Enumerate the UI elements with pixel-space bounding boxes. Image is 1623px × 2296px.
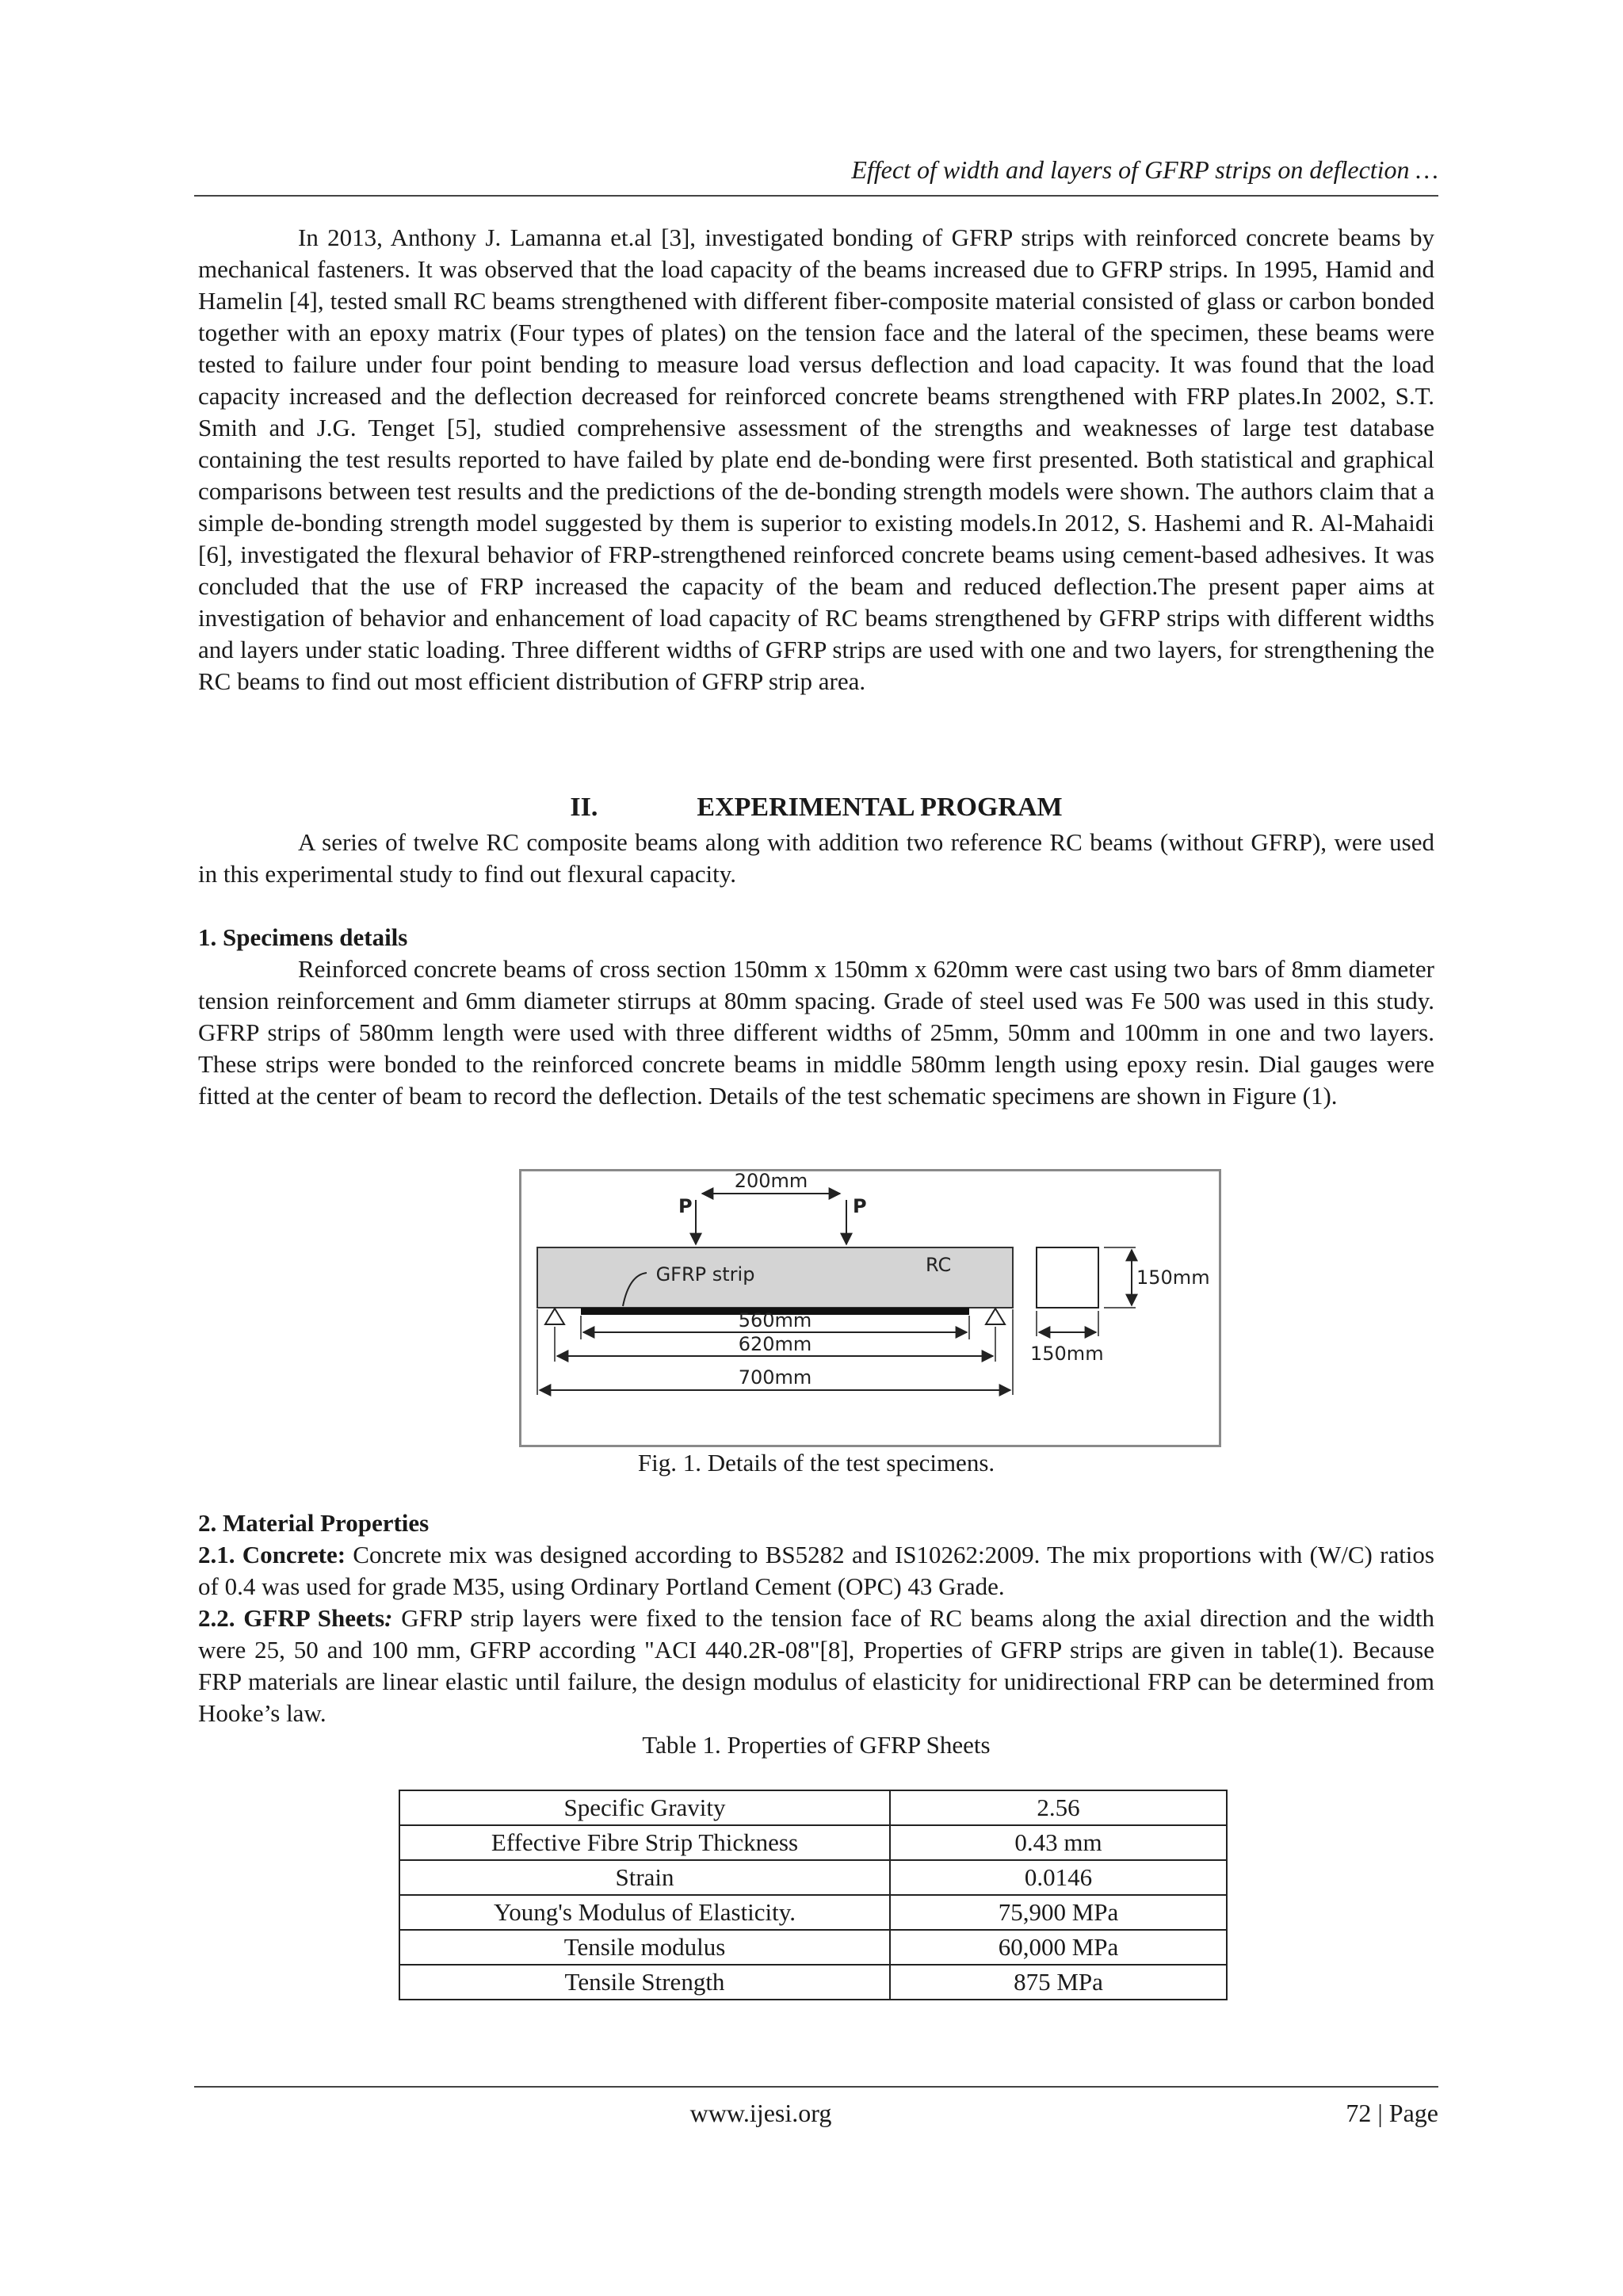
running-header: Effect of width and layers of GFRP strips on deflection … [851,155,1438,184]
load-right-label: P [853,1195,867,1217]
value-cell: 875 MPa [890,1965,1227,2000]
property-cell: Effective Fibre Strip Thickness [399,1825,890,1860]
footer-page-number: 72 | Page [1346,2099,1438,2127]
value-cell: 60,000 MPa [890,1930,1227,1965]
footer-site: www.ijesi.org [689,2099,832,2127]
property-cell: Specific Gravity [399,1790,890,1825]
table-row [399,1930,1227,1965]
table-row [399,1895,1227,1930]
table-row [399,1790,1227,1825]
value-cell: 2.56 [890,1790,1227,1825]
footer-rule [194,2086,1438,2088]
dimension-620-label: 620mm [738,1333,812,1355]
section-height-label: 150mm [1136,1266,1210,1289]
section-title: EXPERIMENTAL PROGRAM [697,793,1063,822]
table-row [399,1825,1227,1860]
load-spacing-label: 200mm [734,1171,808,1192]
concrete-paragraph [198,1539,1434,1603]
materials-heading: 2. Material Properties [198,1509,430,1537]
gfrp-text: GFRP strip layers were fixed to the tension face of RC beams along the axial direction and the width were 25, 50 and 100 mm, GFRP according "ACI 440.2R-08"[8], Properties of GFRP strips are given in table(1). Because FRP materials are linear elastic until failure, the design modulus of elasticity for unidirectional FRP can be determined from Hooke’s law. [198,1604,1434,1727]
section-heading [198,793,1434,823]
experimental-block [198,827,1434,1112]
value-cell: 0.0146 [890,1860,1227,1895]
table-row [399,1965,1227,2000]
property-cell: Young's Modulus of Elasticity. [399,1895,890,1930]
value-cell: 75,900 MPa [890,1895,1227,1930]
value-cell: 0.43 mm [890,1825,1227,1860]
section-width-label: 150mm [1030,1343,1104,1365]
header-rule [194,195,1438,197]
dimension-700-label: 700mm [738,1366,812,1389]
gfrp-paragraph [198,1603,1434,1729]
gfrp-colon: : [384,1604,393,1632]
beam-schematic-figure [519,1169,1221,1447]
left-support [545,1308,564,1324]
section-intro: A series of twelve RC composite beams along with addition two reference RC beams (without GFRP), were used in this experimental study to find out flexural capacity. [198,828,1434,888]
concrete-label: 2.1. Concrete: [198,1541,346,1568]
gfrp-label: 2.2. GFRP Sheets [198,1604,385,1632]
figure-caption: Fig. 1. Details of the test specimens. [637,1449,995,1477]
table-caption: Table 1. Properties of GFRP Sheets [642,1731,991,1759]
cross-section [1037,1247,1098,1308]
beam-label: RC [926,1254,952,1276]
dimension-560-label: 560mm [738,1309,812,1331]
property-cell: Tensile Strength [399,1965,890,2000]
right-support [986,1308,1005,1324]
intro-block [198,222,1434,697]
materials-block [198,1507,1434,1761]
load-left-label: P [678,1195,693,1217]
specimens-text: Reinforced concrete beams of cross section 150mm x 150mm x 620mm were cast using two bars of 8mm diameter tension reinforcement and 6mm diameter stirrups at 80mm spacing. Grade of steel used was Fe 500 was used in this study. GFRP strips of 580mm length were used with three different widths of 25mm, 50mm and 100mm in one and two layers. These strips were bonded to the reinforced concrete beams in middle 580mm length using epoxy resin. Dial gauges were fitted at the center of beam to record the deflection. Details of the test schematic specimens are shown in Figure (1). [198,955,1434,1110]
table-row [399,1860,1227,1895]
specimens-heading: 1. Specimens details [198,923,408,951]
property-cell: Tensile modulus [399,1930,890,1965]
strip-label: GFRP strip [655,1263,755,1286]
section-number: II. [570,793,598,822]
concrete-text: Concrete mix was designed according to BS5282 and IS10262:2009. The mix proportions with (W/C) ratios of 0.4 was used for grade M35, using Ordinary Portland Cement (OPC) 43 Grade. [198,1541,1434,1600]
intro-paragraph: In 2013, Anthony J. Lamanna et.al [3], investigated bonding of GFRP strips with reinforced concrete beams by mechanical fasteners. It was observed that the load capacity of the beams increased due to GFRP strips. In 1995, Hamid and Hamelin [4], tested small RC beams strengthened with different fiber-composite material consisted of glass or carbon bonded together with an epoxy matrix (Four types of plates) on the tension face and the lateral of the specimen, these beams were tested to failure under four point bending to measure load versus deflection and load capacity. It was found that the load capacity increased and the deflection decreased for reinforced concrete beams strengthened with FRP plates.In 2002, S.T. Smith and J.G. Tenget [5], studied comprehensive assessment of the strengths and weaknesses of large test database containing the test results reported to have failed by plate end de-bonding were first presented. Both statistical and graphical comparisons between test results and the predictions of the de-bonding strength models were shown. The authors claim that a simple de-bonding strength model suggested by them is superior to existing models.In 2012, S. Hashemi and R. Al-Mahaidi [6], investigated the flexural behavior of FRP-strengthened reinforced concrete beams using cement-based adhesives. It was concluded that the use of FRP increased the capacity of the beam and reduced deflection.The present paper aims at investigation of behavior and enhancement of load capacity of RC beams strengthened by GFRP strips with different widths and layers under static loading. Three different widths of GFRP strips are used with one and two layers, for strengthening the RC beams to find out most efficient distribution of GFRP strip area. [198,223,1434,695]
gfrp-properties-table [399,1790,1228,2000]
property-cell: Strain [399,1860,890,1895]
